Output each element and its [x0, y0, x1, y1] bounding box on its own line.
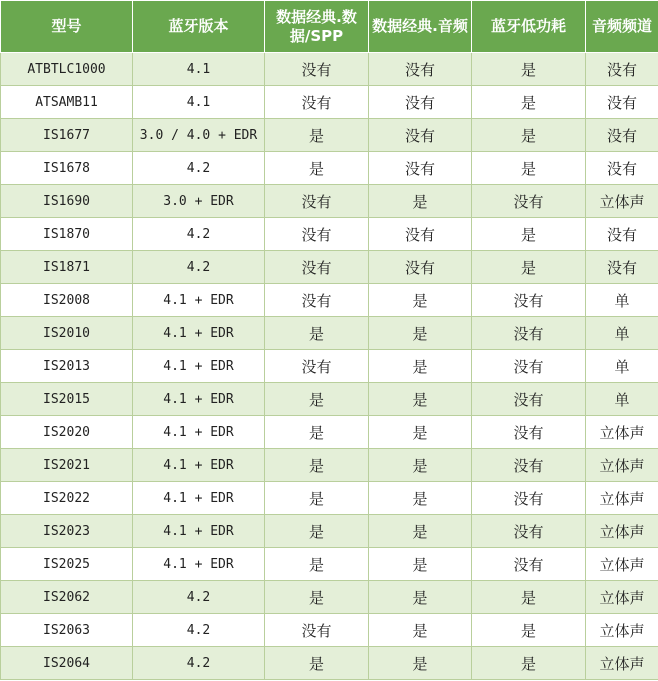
table-row	[1, 251, 658, 284]
cell-model: IS1677	[1, 119, 133, 152]
table-row	[1, 119, 658, 152]
cell-audio-channel: 立体声	[586, 581, 658, 614]
cell-audio-channel: 没有	[586, 152, 658, 185]
cell-ble: 没有	[472, 482, 586, 515]
header-row	[1, 1, 658, 53]
cell-audio-channel: 没有	[586, 251, 658, 284]
cell-classic-audio: 是	[369, 515, 472, 548]
cell-ble: 是	[472, 614, 586, 647]
cell-bt-version: 4.1 + EDR	[133, 548, 265, 581]
table-row	[1, 152, 658, 185]
cell-classic-audio: 是	[369, 581, 472, 614]
cell-classic-data-spp: 是	[265, 317, 369, 350]
cell-ble: 是	[472, 251, 586, 284]
cell-classic-data-spp: 是	[265, 548, 369, 581]
cell-classic-data-spp: 是	[265, 449, 369, 482]
cell-bt-version: 4.1 + EDR	[133, 317, 265, 350]
cell-audio-channel: 立体声	[586, 416, 658, 449]
cell-model: ATBTLC1000	[1, 53, 133, 86]
cell-audio-channel: 立体声	[586, 614, 658, 647]
cell-bt-version: 4.2	[133, 614, 265, 647]
cell-ble: 是	[472, 53, 586, 86]
cell-classic-audio: 没有	[369, 152, 472, 185]
cell-classic-data-spp: 是	[265, 416, 369, 449]
table-row	[1, 218, 658, 251]
table-row	[1, 53, 658, 86]
cell-classic-data-spp: 没有	[265, 251, 369, 284]
cell-audio-channel: 没有	[586, 119, 658, 152]
cell-classic-data-spp: 是	[265, 581, 369, 614]
cell-model: IS2064	[1, 647, 133, 680]
cell-model: IS1690	[1, 185, 133, 218]
cell-model: IS2010	[1, 317, 133, 350]
cell-bt-version: 4.1 + EDR	[133, 416, 265, 449]
cell-ble: 没有	[472, 515, 586, 548]
cell-model: IS2013	[1, 350, 133, 383]
header-classic-audio: 数据经典.音频	[369, 1, 472, 53]
cell-classic-data-spp: 没有	[265, 614, 369, 647]
cell-bt-version: 4.1	[133, 53, 265, 86]
cell-audio-channel: 立体声	[586, 185, 658, 218]
table-row	[1, 515, 658, 548]
header-bt-version: 蓝牙版本	[133, 1, 265, 53]
cell-ble: 是	[472, 581, 586, 614]
cell-classic-data-spp: 是	[265, 119, 369, 152]
table-row	[1, 383, 658, 416]
cell-ble: 没有	[472, 383, 586, 416]
cell-classic-data-spp: 是	[265, 515, 369, 548]
cell-audio-channel: 立体声	[586, 548, 658, 581]
cell-model: IS2062	[1, 581, 133, 614]
cell-classic-data-spp: 没有	[265, 53, 369, 86]
cell-audio-channel: 单	[586, 317, 658, 350]
cell-audio-channel: 立体声	[586, 647, 658, 680]
cell-classic-audio: 是	[369, 284, 472, 317]
cell-model: IS2022	[1, 482, 133, 515]
cell-bt-version: 4.2	[133, 218, 265, 251]
cell-classic-data-spp: 是	[265, 383, 369, 416]
cell-bt-version: 4.2	[133, 152, 265, 185]
table-row	[1, 350, 658, 383]
header-audio-channel: 音频频道	[586, 1, 658, 53]
cell-model: IS1870	[1, 218, 133, 251]
cell-ble: 没有	[472, 350, 586, 383]
cell-classic-audio: 没有	[369, 53, 472, 86]
cell-model: IS2063	[1, 614, 133, 647]
table-row	[1, 317, 658, 350]
cell-ble: 没有	[472, 185, 586, 218]
table-body	[1, 53, 658, 680]
cell-ble: 是	[472, 218, 586, 251]
cell-bt-version: 4.1 + EDR	[133, 284, 265, 317]
header-classic-data-spp: 数据经典.数据/SPP	[265, 1, 369, 53]
cell-classic-audio: 是	[369, 350, 472, 383]
cell-audio-channel: 立体声	[586, 515, 658, 548]
table-row	[1, 86, 658, 119]
table-row	[1, 581, 658, 614]
cell-bt-version: 4.2	[133, 251, 265, 284]
cell-classic-data-spp: 没有	[265, 284, 369, 317]
cell-classic-audio: 是	[369, 614, 472, 647]
cell-model: IS2015	[1, 383, 133, 416]
cell-model: IS2025	[1, 548, 133, 581]
cell-classic-audio: 是	[369, 416, 472, 449]
cell-audio-channel: 没有	[586, 86, 658, 119]
cell-audio-channel: 立体声	[586, 449, 658, 482]
cell-classic-data-spp: 是	[265, 647, 369, 680]
cell-classic-data-spp: 是	[265, 152, 369, 185]
cell-ble: 没有	[472, 317, 586, 350]
cell-classic-audio: 是	[369, 185, 472, 218]
table-row	[1, 548, 658, 581]
cell-audio-channel: 单	[586, 350, 658, 383]
cell-ble: 没有	[472, 284, 586, 317]
cell-classic-data-spp: 没有	[265, 185, 369, 218]
cell-classic-data-spp: 没有	[265, 350, 369, 383]
cell-bt-version: 4.2	[133, 647, 265, 680]
table-row	[1, 482, 658, 515]
cell-ble: 没有	[472, 449, 586, 482]
cell-classic-data-spp: 是	[265, 482, 369, 515]
cell-model: IS2021	[1, 449, 133, 482]
cell-model: IS1871	[1, 251, 133, 284]
header-ble: 蓝牙低功耗	[472, 1, 586, 53]
cell-classic-audio: 是	[369, 482, 472, 515]
cell-classic-audio: 没有	[369, 218, 472, 251]
table-row	[1, 185, 658, 218]
cell-ble: 没有	[472, 548, 586, 581]
table-row	[1, 284, 658, 317]
cell-bt-version: 4.1 + EDR	[133, 350, 265, 383]
cell-ble: 没有	[472, 416, 586, 449]
cell-classic-data-spp: 没有	[265, 86, 369, 119]
cell-audio-channel: 没有	[586, 218, 658, 251]
cell-audio-channel: 单	[586, 383, 658, 416]
cell-bt-version: 4.1 + EDR	[133, 449, 265, 482]
cell-classic-audio: 是	[369, 647, 472, 680]
table-row	[1, 614, 658, 647]
cell-model: IS1678	[1, 152, 133, 185]
cell-classic-audio: 没有	[369, 251, 472, 284]
cell-bt-version: 4.1 + EDR	[133, 515, 265, 548]
cell-model: ATSAMB11	[1, 86, 133, 119]
cell-classic-audio: 没有	[369, 86, 472, 119]
cell-audio-channel: 单	[586, 284, 658, 317]
cell-ble: 是	[472, 86, 586, 119]
cell-ble: 是	[472, 647, 586, 680]
cell-bt-version: 4.1 + EDR	[133, 383, 265, 416]
cell-bt-version: 3.0 + EDR	[133, 185, 265, 218]
cell-bt-version: 3.0 / 4.0 + EDR	[133, 119, 265, 152]
cell-ble: 是	[472, 152, 586, 185]
table-row	[1, 416, 658, 449]
cell-classic-audio: 是	[369, 449, 472, 482]
table-row	[1, 647, 658, 680]
cell-model: IS2023	[1, 515, 133, 548]
cell-bt-version: 4.2	[133, 581, 265, 614]
cell-classic-data-spp: 没有	[265, 218, 369, 251]
cell-model: IS2020	[1, 416, 133, 449]
cell-classic-audio: 是	[369, 548, 472, 581]
cell-audio-channel: 立体声	[586, 482, 658, 515]
cell-classic-audio: 没有	[369, 119, 472, 152]
cell-audio-channel: 没有	[586, 53, 658, 86]
cell-classic-audio: 是	[369, 383, 472, 416]
cell-classic-audio: 是	[369, 317, 472, 350]
cell-model: IS2008	[1, 284, 133, 317]
cell-bt-version: 4.1 + EDR	[133, 482, 265, 515]
table-row	[1, 449, 658, 482]
cell-ble: 是	[472, 119, 586, 152]
header-model: 型号	[1, 1, 133, 53]
cell-bt-version: 4.1	[133, 86, 265, 119]
